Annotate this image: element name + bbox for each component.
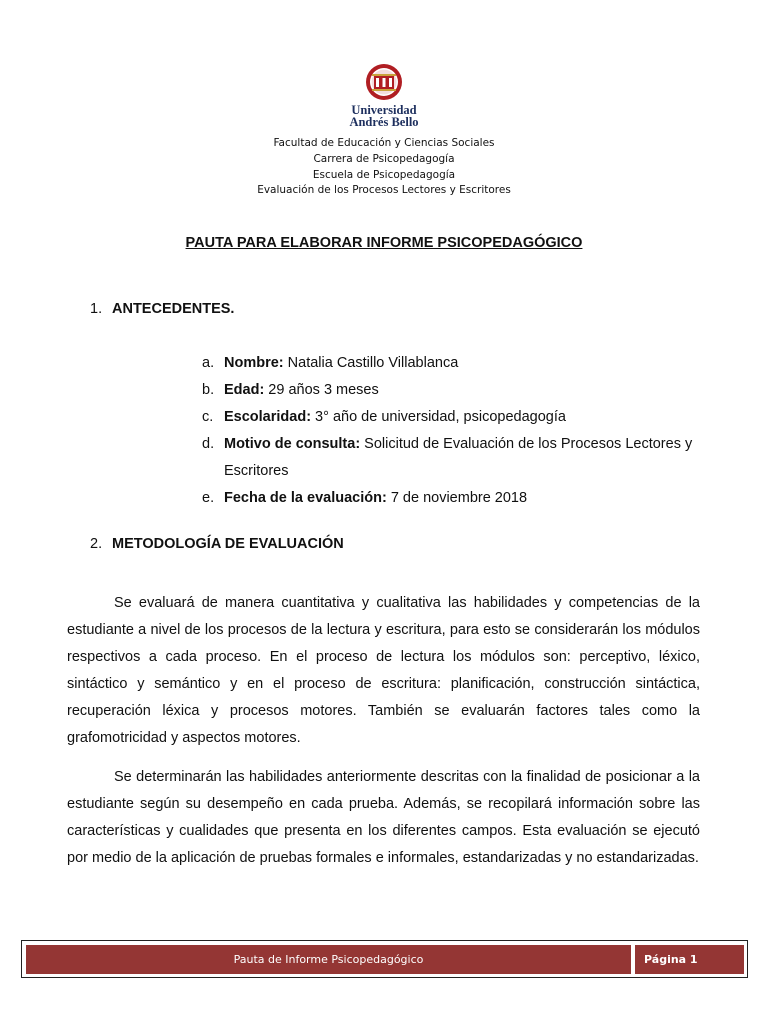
paragraph-2: Se determinarán las habilidades anteriormente descritas con la finalidad de posicionar a la estudiante según su desempeño en cada prueba. Además, se recopilará información sobre las características y cualidades que presenta en los diferentes campos. Esta evaluación se ejecutó por medio de la aplicación de pruebas formales e informales, estandarizadas y no estandarizadas. bbox=[67, 769, 700, 866]
career-line: Carrera de Psicopedagogía bbox=[313, 152, 455, 165]
footer-page-number: Página 1 bbox=[635, 945, 744, 974]
list-value: 29 años 3 meses bbox=[264, 382, 379, 398]
list-value: Solicitud de Evaluación de los Procesos Lectores y Escritores bbox=[224, 436, 693, 479]
page-footer bbox=[21, 940, 748, 978]
logo-text-line2: Andrés Bello bbox=[349, 115, 419, 129]
faculty-header bbox=[0, 136, 768, 199]
list-label: Escolaridad: bbox=[224, 409, 312, 425]
section-1-heading bbox=[90, 301, 234, 317]
document-title: PAUTA PARA ELABORAR INFORME PSICOPEDAGÓGICO bbox=[185, 235, 583, 251]
list-label: Nombre: bbox=[224, 355, 284, 371]
university-seal-icon bbox=[361, 62, 407, 104]
section-2-heading bbox=[90, 536, 344, 552]
list-value: 7 de noviembre 2018 bbox=[386, 490, 528, 506]
list-item-escolaridad bbox=[202, 404, 712, 431]
antecedentes-list bbox=[202, 350, 712, 512]
footer-title: Pauta de Informe Psicopedagógico bbox=[26, 945, 631, 974]
section-2-number: 2. bbox=[90, 536, 103, 552]
list-label: Edad: bbox=[224, 382, 265, 398]
list-label: Fecha de la evaluación: bbox=[224, 490, 387, 506]
list-item-motivo bbox=[202, 431, 712, 485]
list-item-fecha bbox=[202, 485, 712, 512]
school-line: Escuela de Psicopedagogía bbox=[312, 168, 456, 181]
section-1-number: 1. bbox=[90, 301, 103, 317]
list-item-nombre bbox=[202, 350, 712, 377]
university-logo bbox=[333, 62, 435, 132]
paragraph-1: Se evaluará de manera cuantitativa y cualitativa las habilidades y competencias de la estudiante a nivel de los procesos de la lectura y escritura, para esto se considerarán los módulos respectivos a cada proceso. En el proceso de lectura los módulos son: perceptivo, léxico, sintáctico y semántico y en el proceso de escritura: planificación, construcción sintáctica, recuperación léxica y procesos motores. También se evaluarán factores tales como la grafomotricidad y aspectos motores. bbox=[67, 595, 700, 746]
course-line: Evaluación de los Procesos Lectores y Escritores bbox=[257, 184, 511, 197]
list-item-edad bbox=[202, 377, 712, 404]
list-label: Motivo de consulta: bbox=[224, 436, 361, 452]
list-value: 3° año de universidad, psicopedagogía bbox=[311, 409, 566, 425]
logo-text-line1: Universidad bbox=[351, 103, 417, 117]
list-letter: c. bbox=[202, 409, 214, 425]
list-letter: e. bbox=[202, 490, 215, 506]
faculty-line: Facultad de Educación y Ciencias Sociales bbox=[273, 137, 495, 149]
list-letter: b. bbox=[202, 382, 215, 398]
list-letter: d. bbox=[202, 436, 215, 452]
section-2-title: METODOLOGÍA DE EVALUACIÓN bbox=[112, 536, 344, 552]
list-value: Natalia Castillo Villablanca bbox=[283, 355, 459, 371]
list-letter: a. bbox=[202, 355, 215, 371]
section-1-title: ANTECEDENTES. bbox=[112, 301, 235, 317]
